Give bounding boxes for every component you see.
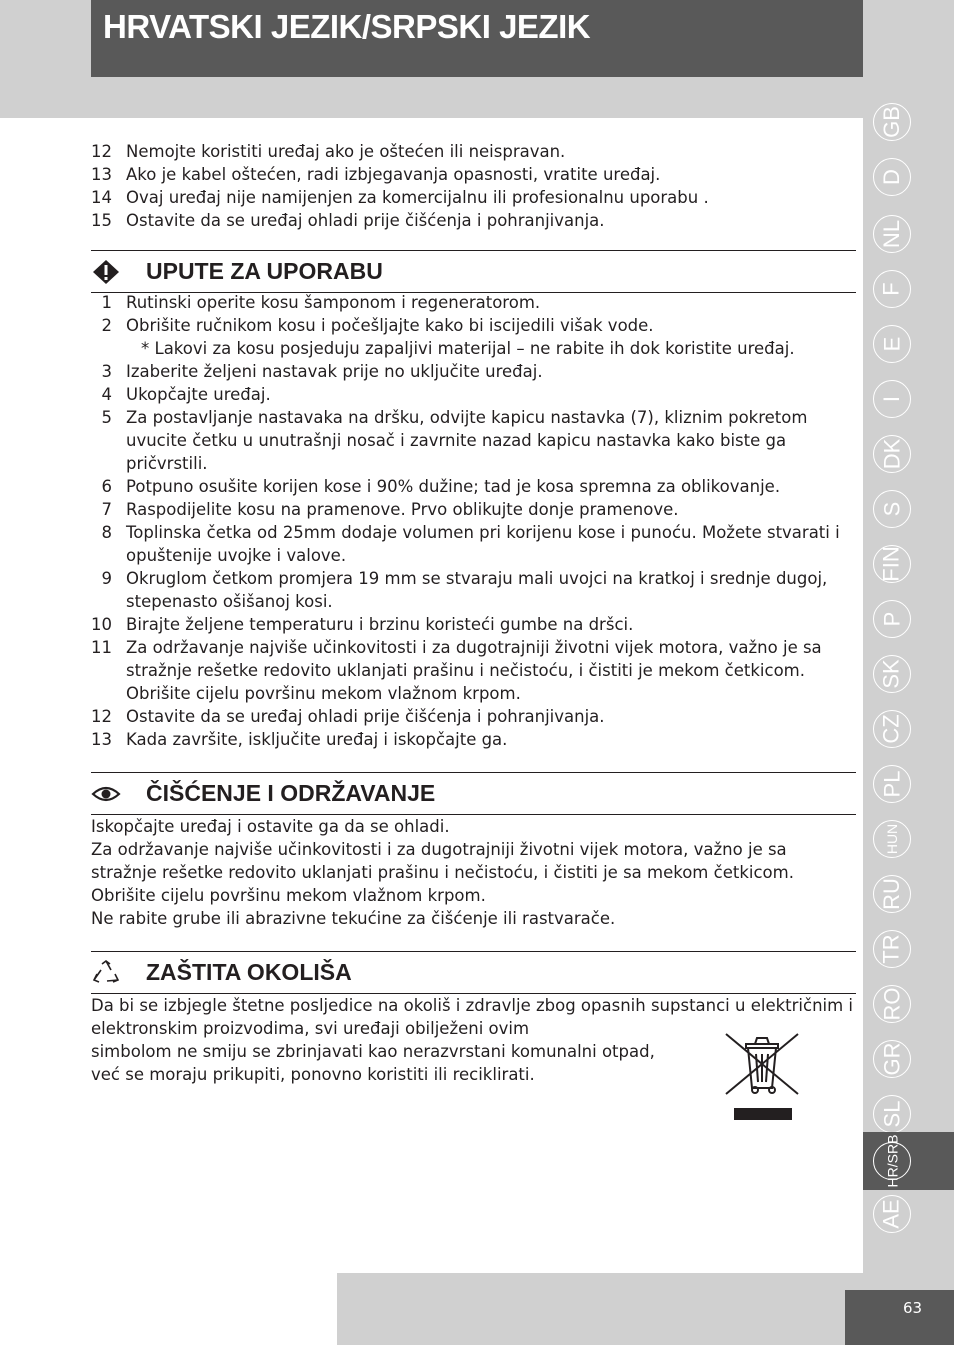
lang-tab-sl[interactable]: SL	[873, 1095, 911, 1133]
list-item: 10 Birajte željene temperaturu i brzinu koristeći gumbe na dršci.	[91, 615, 634, 634]
list-item: 5 Za postavljanje nastavaka na dršku, odvijte kapicu nastavka (7), kliznim pokretom uvucite četku u unutrašnji nosač i zavrnite nazad kapicu nastavka kako biste ga pričvrstili.	[101, 408, 808, 473]
list-item-note: * Lakovi za kosu posjeduju zapaljivi materijal – ne rabite ih dok koristite uređaj.	[141, 339, 795, 358]
section-heading-environment	[91, 951, 856, 994]
lang-tab-hr-srb[interactable]: HR/SRB	[873, 1142, 911, 1180]
active-language-band	[863, 1132, 954, 1190]
lang-tab-d[interactable]: D	[873, 158, 911, 196]
cleaning-text: Iskopčajte uređaj i ostavite ga da se ohladi. Za održavanje najviše učinkovitosti i za dugotrajniji životni vijek motora, važno je sa stražnje rešetke redovito uklanjati prašinu i nečistoću, i čistiti je sa mekom četkicom. Obrišite cijelu površinu mekom vlažnom krpom. Ne rabite grube ili abrazivne tekućine za čišćenje ili rastvarače.	[91, 817, 794, 928]
list-item: 3 Izaberite željeni nastavak prije no uključite uređaj.	[101, 362, 543, 381]
usage-list	[91, 291, 856, 751]
list-item: 7 Raspodijelite kosu na pramenove. Prvo oblikujte donje pramenove.	[101, 500, 679, 519]
list-item: 12 Nemojte koristiti uređaj ako je oštećen ili neispravan.	[91, 142, 566, 161]
lang-tab-ae[interactable]: AE	[873, 1195, 911, 1233]
recycle-icon	[91, 960, 121, 986]
lang-tab-ru[interactable]: RU	[873, 875, 911, 913]
eye-icon	[91, 781, 121, 807]
section-heading-cleaning	[91, 772, 856, 815]
list-item: 9 Okruglom četkom promjera 19 mm se stvaraju mali uvojci na kratkoj i srednje dugoj, stepenasto ošišanoj kosi.	[101, 569, 828, 611]
main-content	[91, 140, 856, 1086]
lang-tab-sk[interactable]: SK	[873, 655, 911, 693]
lang-tab-cz[interactable]: CZ	[873, 710, 911, 748]
lang-tab-ro[interactable]: RO	[873, 985, 911, 1023]
page-number-box	[845, 1290, 954, 1345]
list-item: 8 Toplinska četka od 25mm dodaje volumen pri korijenu kose i punoću. Možete stvarati i opuštenije uvojke i valove.	[101, 523, 840, 565]
lang-tab-dk[interactable]: DK	[873, 435, 911, 473]
lang-tab-pl[interactable]: PL	[873, 765, 911, 803]
lang-tab-hun[interactable]: HUN	[873, 820, 911, 858]
list-item: 12 Ostavite da se uređaj ohladi prije čišćenja i pohranjivanja.	[91, 707, 605, 726]
lang-tab-i[interactable]: I	[873, 380, 911, 418]
list-item: 13 Kada završite, isključite uređaj i iskopčajte ga.	[91, 730, 508, 749]
lang-tab-fin[interactable]: FIN	[873, 545, 911, 583]
section-title: UPUTE ZA UPORABU	[146, 258, 383, 284]
list-item: 2 Obrišite ručnikom kosu i počešljajte kako bi iscijedili višak vode.	[101, 316, 654, 335]
list-item: 13 Ako je kabel oštećen, radi izbjegavanja opasnosti, vratite uređaj.	[91, 165, 661, 184]
section-title: ČIŠĆENJE I ODRŽAVANJE	[146, 780, 436, 806]
lang-tab-gb[interactable]: GB	[873, 103, 911, 141]
lang-tab-gr[interactable]: GR	[873, 1040, 911, 1078]
section-title: ZAŠTITA OKOLIŠA	[146, 959, 352, 985]
title-bar	[91, 0, 863, 77]
instructions-icon	[91, 259, 121, 285]
list-item: 14 Ovaj uređaj nije namijenjen za komercijalnu ili profesionalnu uporabu .	[91, 188, 709, 207]
page-title: HRVATSKI JEZIK/SRPSKI JEZIK	[103, 8, 591, 45]
lang-tab-s[interactable]: S	[873, 490, 911, 528]
lang-tab-tr[interactable]: TR	[873, 930, 911, 968]
lang-tab-nl[interactable]: NL	[873, 215, 911, 253]
page-number: 63	[902, 1299, 923, 1317]
lang-tab-e[interactable]: E	[873, 325, 911, 363]
list-item: 15 Ostavite da se uređaj ohladi prije čišćenja i pohranjivanja.	[91, 211, 605, 230]
section-heading-usage	[91, 250, 856, 293]
crossed-bin-icon	[722, 1030, 802, 1122]
lang-tab-p[interactable]: P	[873, 600, 911, 638]
list-item: 4 Ukopčajte uređaj.	[101, 385, 271, 404]
environment-text: Da bi se izbjegle štetne posljedice na okoliš i zdravlje zbog opasnih supstanci u električnim i elektronskim proizvodima, svi uređaji obilježeni ovim simbolom ne smiju se zbrinjavati kao nerazvrstani komunalni otpad, već se moraju prikupiti, ponovno koristiti ili reciklirati.	[91, 996, 854, 1084]
intro-list	[91, 140, 856, 232]
lang-tab-f[interactable]: F	[873, 270, 911, 308]
list-item: 1 Rutinski operite kosu šamponom i regeneratorom.	[101, 293, 541, 312]
list-item: 6 Potpuno osušite korijen kose i 90% dužine; tad je kosa spremna za oblikovanje.	[101, 477, 781, 496]
list-item: 11 Za održavanje najviše učinkovitosti i za dugotrajniji životni vijek motora, važno je sa stražnje rešetke redovito uklanjati prašinu i nečistoću, i čistiti je mekom četkicom. Obrišite cijelu površinu mekom vlažnom krpom.	[91, 638, 822, 703]
